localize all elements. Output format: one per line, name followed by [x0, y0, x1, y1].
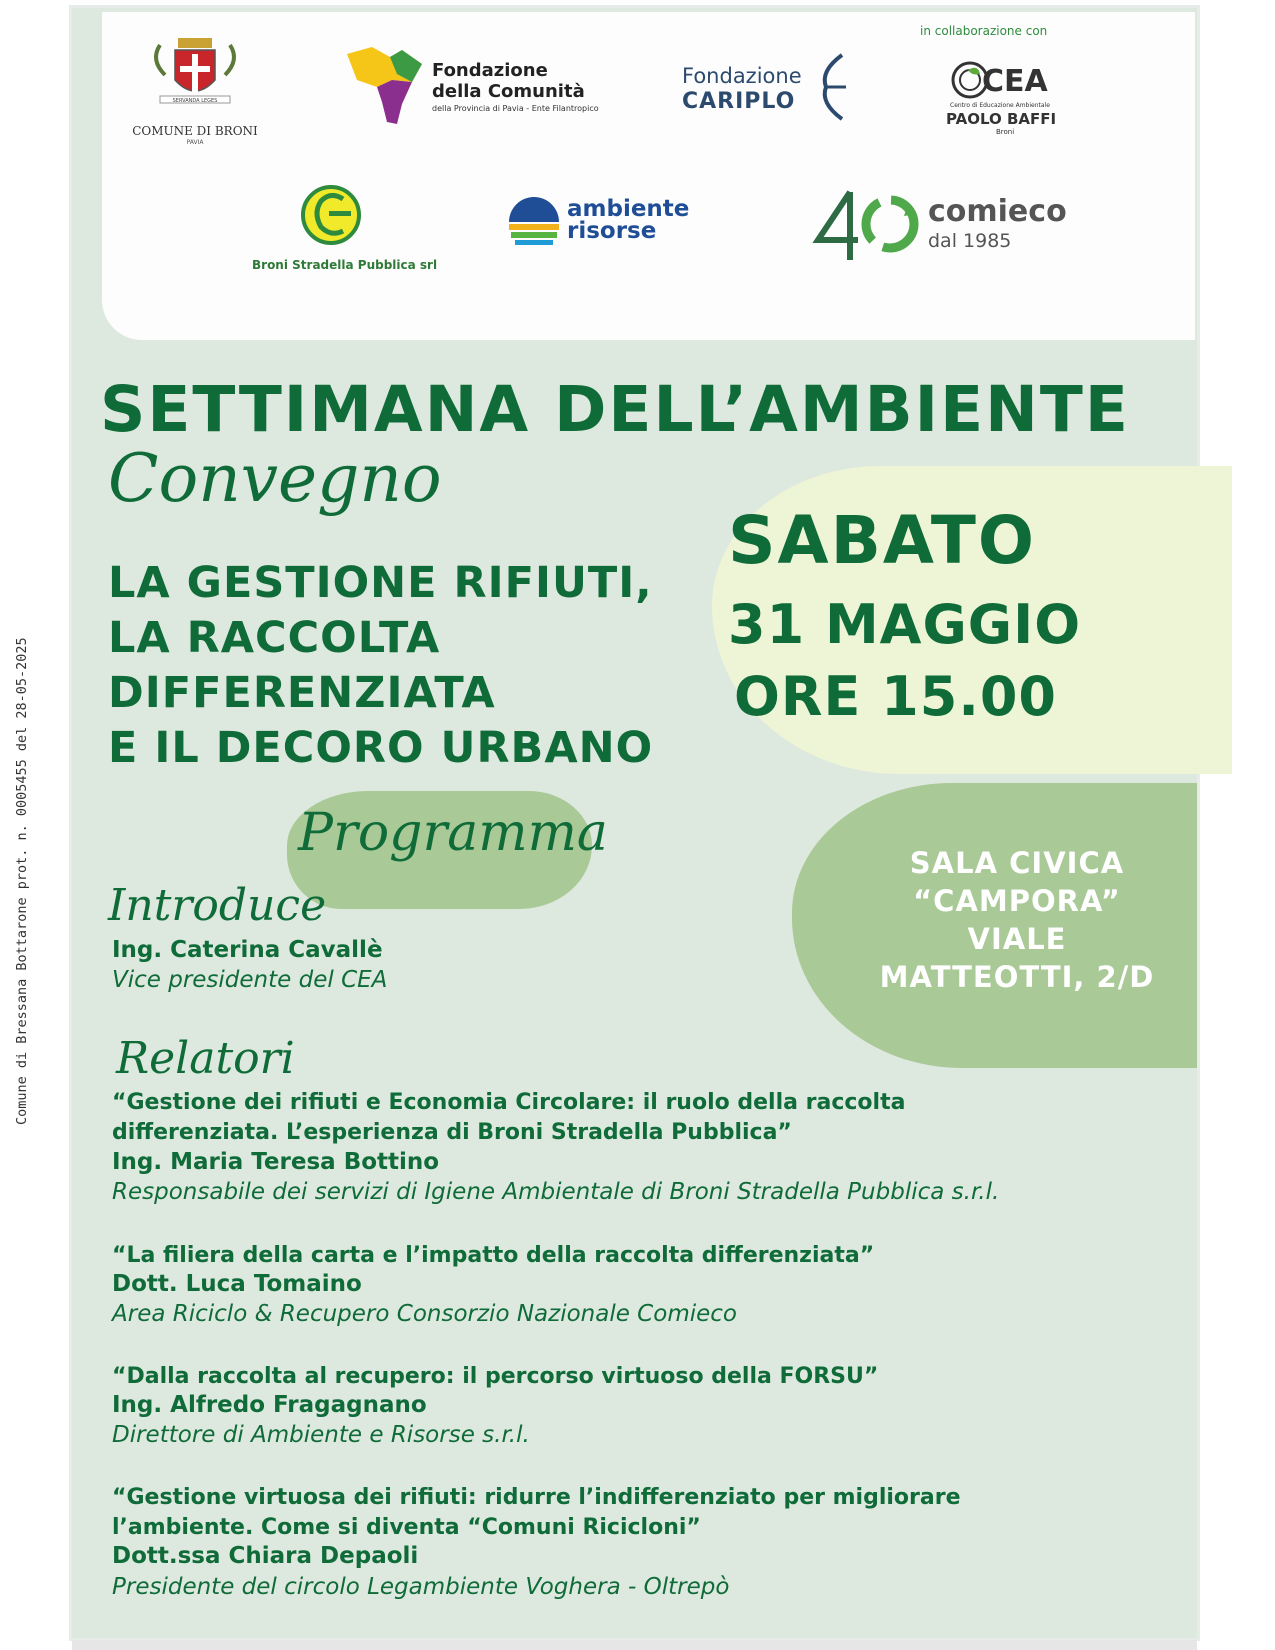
relatori-heading: Relatori: [116, 1033, 295, 1084]
programma-heading: Programma: [298, 803, 608, 863]
venue-line: VIALE: [967, 922, 1067, 956]
venue-line: SALA CIVICA: [909, 846, 1125, 880]
cea-tiny: Centro di Educazione Ambientale: [950, 102, 1050, 109]
broni-sub: PAVIA: [186, 139, 204, 146]
ambiente-circle-icon: [507, 195, 561, 249]
speaker-name: Dott. Luca Tomaino: [112, 1271, 362, 1297]
event-date: 31 MAGGIO: [728, 593, 1082, 656]
talk-title-line: “Gestione virtuosa dei rifiuti: ridurre l’indifferenziato per migliorare: [112, 1485, 961, 1510]
venue-line: MATTEOTTI, 2/D: [879, 960, 1155, 994]
venue-line: “CAMPORA”: [913, 884, 1121, 918]
cea-line2: PAOLO BAFFI: [946, 110, 1057, 128]
speaker-role: Area Riciclo & Recupero Consorzio Nazionale Comieco: [112, 1301, 737, 1327]
comieco-name: comieco: [928, 194, 1067, 229]
comieco-since: dal 1985: [928, 230, 1012, 252]
cea-line3: Broni: [996, 128, 1015, 136]
fondazione-comunita-logo: [342, 42, 597, 132]
comieco-40-icon: [812, 184, 922, 264]
cariplo-mark-icon: [812, 51, 852, 123]
cariplo-line1: Fondazione: [682, 64, 802, 88]
topic-line: DIFFERENZIATA: [108, 668, 496, 718]
talk-title: [112, 1088, 905, 1148]
cea-name: CEA: [982, 64, 1048, 99]
bsp-label: Broni Stradella Pubblica srl: [252, 258, 438, 272]
talk-title: [112, 1241, 874, 1271]
speaker-role: Direttore di Ambiente e Risorse s.r.l.: [112, 1422, 530, 1448]
fondazione-line3: della Provincia di Pavia - Ente Filantropico: [432, 104, 599, 113]
event-topic: [108, 556, 653, 776]
page-edge: [72, 1640, 1197, 1650]
talk-title-line: l’ambiente. Come si diventa “Comuni Ricicloni”: [112, 1515, 701, 1540]
intro-name: Ing. Caterina Cavallè: [112, 937, 383, 963]
bsp-logo: [252, 177, 438, 277]
protocol-stamp-text: Comune di Bressana Bottarone prot. n. 0005455 del 28-05-2025: [14, 637, 30, 1125]
ambiente-risorse-logo: [507, 190, 717, 260]
introduce-heading: Introduce: [108, 880, 327, 931]
broni-label: COMUNE DI BRONI: [132, 124, 258, 138]
ambiente-line1: ambiente: [567, 196, 690, 222]
topic-line: E IL DECORO URBANO: [108, 723, 654, 773]
speaker-name: Ing. Alfredo Fragagnano: [112, 1392, 427, 1418]
poster: [72, 8, 1197, 1638]
cariplo-logo: [682, 47, 882, 127]
svg-text:SERVANDA LEGES: SERVANDA LEGES: [172, 98, 218, 104]
talk-title-line: “La filiera della carta e l’impatto della raccolta differenziata”: [112, 1243, 875, 1268]
event-title: SETTIMANA DELL’AMBIENTE: [100, 373, 1130, 446]
fondazione-line1: Fondazione: [432, 60, 548, 81]
collaboration-note: in collaborazione con: [920, 24, 1048, 38]
topic-line: LA GESTIONE RIFIUTI,: [108, 558, 653, 608]
speaker-name: Dott.ssa Chiara Depaoli: [112, 1543, 419, 1569]
event-time: ORE 15.00: [734, 665, 1057, 728]
talk-title: [112, 1483, 961, 1543]
event-day: SABATO: [728, 502, 1037, 579]
logo-panel: [102, 12, 1195, 340]
coat-of-arms-icon: [130, 30, 260, 120]
comune-broni-logo: [130, 30, 260, 146]
speaker-role: Presidente del circolo Legambiente Voghera - Oltrepò: [112, 1574, 730, 1600]
topic-line: LA RACCOLTA: [108, 613, 441, 663]
speaker-role: Responsabile dei servizi di Igiene Ambientale di Broni Stradella Pubblica s.r.l.: [112, 1179, 1000, 1205]
convegno-heading: Convegno: [108, 440, 442, 517]
intro-role: Vice presidente del CEA: [112, 967, 388, 993]
talk-title: [112, 1362, 878, 1392]
talk-title-line: differenziata. L’esperienza di Broni Stradella Pubblica”: [112, 1120, 792, 1145]
speaker-name: Ing. Maria Teresa Bottino: [112, 1149, 440, 1175]
fondazione-line2: della Comunità: [432, 81, 585, 102]
cea-logo: [912, 24, 1072, 144]
talk-title-line: “Gestione dei rifiuti e Economia Circolare: il ruolo della raccolta: [112, 1090, 906, 1115]
cariplo-line2: CARIPLO: [682, 89, 796, 114]
bsp-mark-icon: [297, 177, 367, 253]
talk-title-line: “Dalla raccolta al recupero: il percorso virtuoso della FORSU”: [112, 1364, 879, 1389]
comieco-logo: [812, 184, 1072, 274]
ambiente-line2: risorse: [567, 218, 657, 244]
province-map-icon: [342, 42, 432, 132]
venue-address: [842, 844, 1192, 996]
